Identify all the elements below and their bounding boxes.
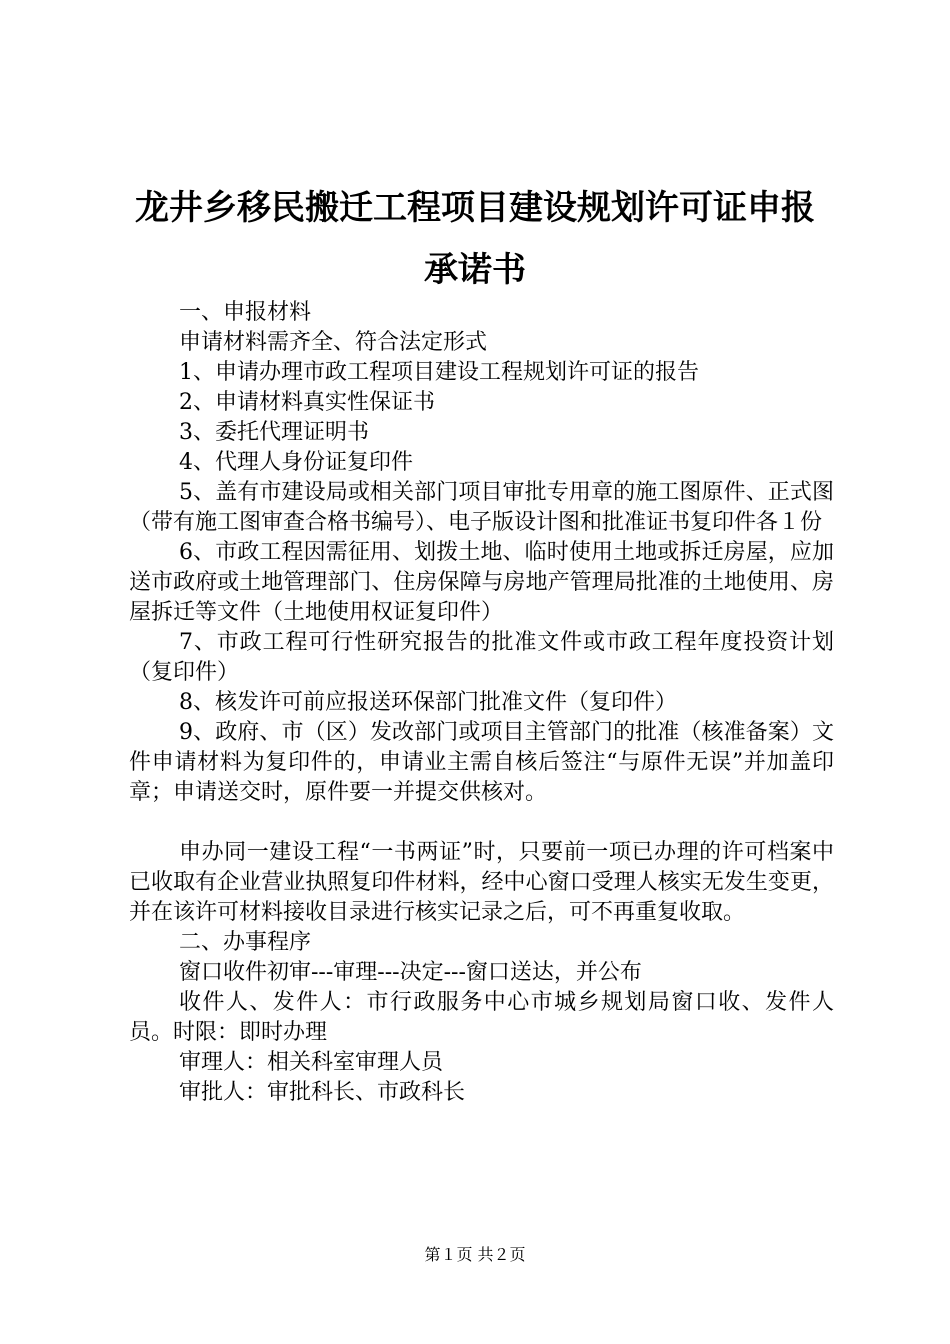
section-heading-materials: 一、申报材料 — [179, 300, 312, 325]
list-item: 6、市政工程因需征用、划拨土地、临时使用土地或拆迁房屋，应加送市政府或土地管理部门、住房保障与房地产管理局批准的土地使用、房屋拆迁等文件（土地使用权证复印件） — [129, 540, 834, 625]
paragraph: 审批人：审批科长、市政科长 — [179, 1080, 466, 1105]
list-item: 3、委托代理证明书 — [179, 420, 369, 445]
list-item: 1、申请办理市政工程项目建设工程规划许可证的报告 — [179, 360, 699, 385]
paragraph: 窗口收件初审---审理---决定---窗口送达，并公布 — [179, 960, 642, 985]
section-heading-procedure: 二、办事程序 — [179, 930, 312, 955]
paragraph: 申请材料需齐全、符合法定形式 — [179, 330, 488, 355]
document-title-line-1: 龙井乡移民搬迁工程项目建设规划许可证申报 — [135, 188, 815, 228]
paragraph: 审理人：相关科室审理人员 — [179, 1050, 444, 1075]
document-title-line-2: 承诺书 — [424, 250, 526, 290]
document-body — [129, 298, 834, 1108]
list-item: 8、核发许可前应报送环保部门批准文件（复印件） — [179, 690, 677, 715]
list-item: 2、申请材料真实性保证书 — [179, 390, 435, 415]
paragraph-spacer — [129, 808, 834, 838]
list-item: 7、市政工程可行性研究报告的批准文件或市政工程年度投资计划（复印件） — [129, 630, 834, 685]
paragraph: 收件人、发件人：市行政服务中心市城乡规划局窗口收、发件人员。时限：即时办理 — [129, 990, 834, 1045]
list-item: 4、代理人身份证复印件 — [179, 450, 413, 475]
page-footer: 第１页 共２页 — [424, 1245, 526, 1264]
list-item: 9、政府、市（区）发改部门或项目主管部门的批准（核准备案）文件申请材料为复印件的，申请业主需自核后签注“与原件无误”并加盖印章；申请送交时，原件要一并提交供核对。 — [129, 720, 834, 805]
paragraph: 申办同一建设工程“一书两证”时，只要前一项已办理的许可档案中已收取有企业营业执照复印件材料，经中心窗口受理人核实无发生变更，并在该许可材料接收目录进行核实记录之后，可不再重复收取。 — [129, 840, 834, 925]
list-item: 5、盖有市建设局或相关部门项目审批专用章的施工图原件、正式图（带有施工图审查合格书编号）、电子版设计图和批准证书复印件各１份 — [129, 480, 834, 535]
